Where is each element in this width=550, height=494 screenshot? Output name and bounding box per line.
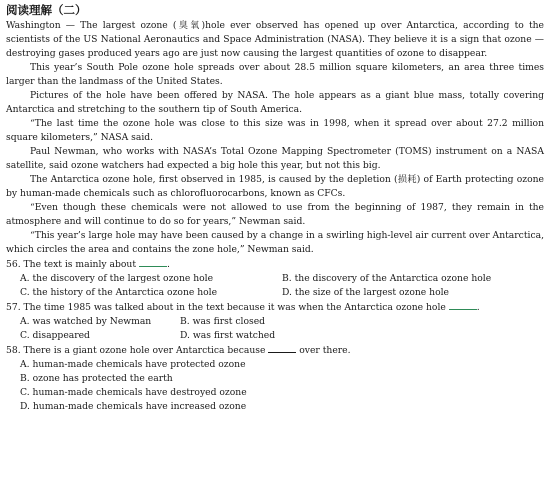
option-57-a[interactable]: A. was watched by Newman: [20, 316, 152, 327]
option-56-c[interactable]: C. the history of the Antarctica ozone hole: [20, 287, 218, 298]
question-58: [6, 343, 544, 358]
paragraph-1: Washington — The largest ozone (臭氧)hole ever observed has opened up over Antarctica, according to the scientists of the US National Aeronautics and Space Administration (NASA). They believe it is a sign that ozone — destroying gases produced years ago are just now causing the largest quantities of ozone to disappear.: [6, 20, 544, 59]
paragraph-7: “Even though these chemicals were not allowed to use from the beginning of 1987, they remain in the atmosphere and will continue to do so for years,” Newman said.: [6, 202, 544, 227]
option-57-c[interactable]: C. disappeared: [20, 330, 90, 341]
question-58-stem-end: over there.: [299, 345, 351, 356]
paragraph-4: “The last time the ozone hole was close to this size was in 1998, when it spread over about 27.2 million square kilometers,” NASA said.: [6, 118, 544, 143]
paragraph-6: The Antarctica ozone hole, first observed in 1985, is caused by the depletion (损耗) of Earth protecting ozone by human-made chemicals such as chlorofluorocarbons, known as CFCs.: [6, 174, 544, 199]
question-57-options-row-1: [20, 315, 544, 329]
question-56-options-row-2: [20, 286, 544, 300]
option-56-b[interactable]: B. the discovery of the Antarctica ozone hole: [282, 273, 492, 284]
option-57-d[interactable]: D. was first watched: [180, 330, 276, 341]
answer-blank[interactable]: [268, 343, 296, 353]
option-58-d[interactable]: D. human-made chemicals have increased ozone: [20, 401, 247, 412]
answer-blank[interactable]: [449, 300, 477, 310]
answer-blank[interactable]: [139, 257, 167, 267]
option-58-c[interactable]: C. human-made chemicals have destroyed ozone: [20, 387, 247, 398]
option-57-b[interactable]: B. was first closed: [180, 316, 266, 327]
paragraph-2: This year’s South Pole ozone hole spreads over about 28.5 million square kilometers, an area three times larger than the landmass of the United States.: [6, 62, 544, 87]
option-58-b[interactable]: B. ozone has protected the earth: [20, 373, 173, 384]
section-title: 阅读理解（二）: [6, 3, 87, 17]
paragraph-8: “This year’s large hole may have been caused by a change in a swirling high-level air current over Antarctica, which circles the area and contains the zone hole,” Newman said.: [6, 230, 544, 255]
question-57: [6, 300, 544, 315]
question-56-stem: 56. The text is mainly about: [6, 259, 137, 270]
question-56-stem-end: .: [166, 259, 170, 270]
question-56: [6, 257, 544, 272]
paragraph-5: Paul Newman, who works with NASA’s Total Ozone Mapping Spectrometer (TOMS) instrument on a NASA satellite, said ozone watchers had expected a big hole this year, but not this big.: [6, 146, 544, 171]
option-56-a[interactable]: A. the discovery of the largest ozone hole: [20, 273, 214, 284]
option-58-a[interactable]: A. human-made chemicals have protected ozone: [20, 359, 246, 370]
question-57-stem-end: .: [476, 302, 480, 313]
question-56-options-row-1: [20, 272, 544, 286]
question-58-stem: 58. There is a giant ozone hole over Antarctica because: [6, 345, 266, 356]
question-57-stem: 57. The time 1985 was talked about in the text because it was when the Antarctica ozone hole: [6, 302, 446, 313]
option-56-d[interactable]: D. the size of the largest ozone hole: [282, 287, 449, 298]
paragraph-3: Pictures of the hole have been offered by NASA. The hole appears as a giant blue mass, totally covering Antarctica and stretching to the southern tip of South America.: [6, 90, 544, 115]
question-57-options-row-2: [20, 329, 544, 343]
